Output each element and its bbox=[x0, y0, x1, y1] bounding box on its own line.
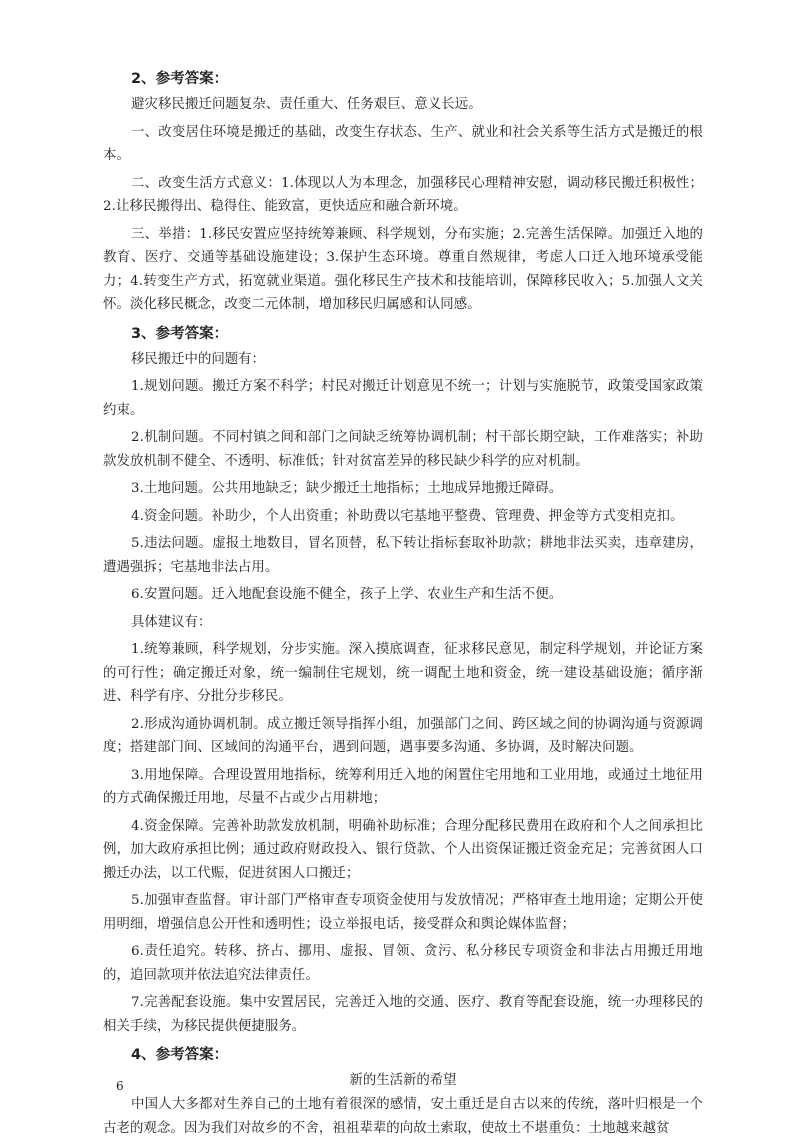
section-2-paragraph: 三、举措：1.移民安置应坚持统筹兼顾、科学规划，分布实施；2.完善生活保障。加强迁入地的教育、医疗、交通等基础设施建设；3.保护生态环境。尊重自然规律，考虑人口迁入地环境承受能力；4.转变生产方式，拓宽就业渠道。强化移民生产技术和技能培训，保障移民收入；5.加强人文关怀。淡化移民概念，改变二元体制，增加移民归属感和认同感。 bbox=[103, 226, 703, 312]
essay-paragraph: 中国人大多都对生养自己的土地有着很深的感情，安土重迁是自古以来的传统，落叶归根是一个古老的观念。因为我们对故乡的不舍，祖祖辈辈的向故土索取，使故土不堪重负：土地越来越贫 bbox=[103, 1097, 703, 1136]
suggestion-item: 3.用地保障。合理设置用地指标，统筹利用迁入地的闲置住宅用地和工业用地，或通过土地征用的方式确保搬迁用地，尽量不占或少占用耕地； bbox=[103, 767, 703, 806]
essay-title: 新的生活新的希望 bbox=[349, 1073, 457, 1088]
problem-item: 1.规划问题。搬迁方案不科学；村民对搬迁计划意见不统一；计划与实施脱节，政策受国家政策约束。 bbox=[103, 379, 703, 418]
suggestion-item: 7.完善配套设施。集中安置居民，完善迁入地的交通、医疗、教育等配套设施，统一办理移民的相关手续，为移民提供便捷服务。 bbox=[103, 995, 703, 1034]
suggestion-item: 4.资金保障。完善补助款发放机制，明确补助标准；合理分配移民费用在政府和个人之间承担比例，加大政府承担比例；通过政府财政投入、银行贷款、个人出资保证搬迁资金充足；完善贫困人口搬迁办法，以工代赈，促进贫困人口搬迁； bbox=[103, 818, 703, 881]
suggestion-item: 1.统筹兼顾，科学规划，分步实施。深入摸底调查，征求移民意见，制定科学规划，并论证方案的可行性；确定搬迁对象，统一编制住宅规划，统一调配土地和资金，统一建设基础设施；循序渐进、科学有序、分批分步移民。 bbox=[103, 642, 703, 704]
problem-item: 3.土地问题。公共用地缺乏；缺少搬迁土地指标；土地成异地搬迁障碍。 bbox=[131, 481, 563, 496]
section-4-heading: 4、参考答案： bbox=[131, 1047, 229, 1063]
page-number: 6 bbox=[116, 1079, 124, 1093]
suggestion-item: 5.加强审查监督。审计部门严格审查专项资金使用与发放情况；严格审查土地用途；定期公开使用明细，增强信息公开性和透明性；设立举报电话，接受群众和舆论媒体监督； bbox=[103, 893, 703, 932]
section-3-heading: 3、参考答案： bbox=[131, 325, 229, 342]
problem-item: 5.违法问题。虚报土地数目，冒名顶替，私下转让指标套取补助款；耕地非法买卖，违章建房，遭遇强拆；宅基地非法占用。 bbox=[103, 536, 703, 575]
section-2-paragraph: 二、改变生活方式意义：1.体现以人为本理念，加强移民心理精神安慰，调动移民搬迁积极性；2.让移民搬得出、稳得住、能致富，更快适应和融合新环境。 bbox=[103, 175, 703, 214]
problem-item: 4.资金问题。补助少，个人出资重；补助费以宅基地平整费、管理费、押金等方式变相克扣。 bbox=[131, 508, 684, 524]
problem-item: 2.机制问题。不同村镇之间和部门之间缺乏统筹协调机制；村干部长期空缺，工作难落实；补助款发放机制不健全、不透明、标准低；针对贫富差异的移民缺少科学的应对机制。 bbox=[103, 430, 703, 469]
document-page bbox=[103, 66, 703, 1144]
section-2-heading: 2、参考答案： bbox=[131, 71, 229, 87]
suggestion-item: 6.责任追究。转移、挤占、挪用、虚报、冒领、贪污、私分移民专项资金和非法占用搬迁用地的，追回款项并依法追究法律责任。 bbox=[103, 944, 703, 983]
problems-intro: 移民搬迁中的问题有： bbox=[131, 351, 265, 367]
suggestion-item: 2.形成沟通协调机制。成立搬迁领导指挥小组，加强部门之间、跨区域之间的协调沟通与资源调度；搭建部门间、区域间的沟通平台，遇到问题，遇事要多沟通、多协调，及时解决问题。 bbox=[103, 716, 703, 755]
section-2-paragraph: 避灾移民搬迁问题复杂、责任重大、任务艰巨、意义长远。 bbox=[131, 97, 482, 112]
problem-item: 6.安置问题。迁入地配套设施不健全，孩子上学、农业生产和生活不便。 bbox=[131, 587, 563, 602]
section-2-paragraph: 一、改变居住环境是搬迁的基础，改变生存状态、生产、就业和社会关系等生活方式是搬迁的根本。 bbox=[103, 124, 703, 163]
suggestions-intro: 具体建议有： bbox=[131, 614, 212, 630]
